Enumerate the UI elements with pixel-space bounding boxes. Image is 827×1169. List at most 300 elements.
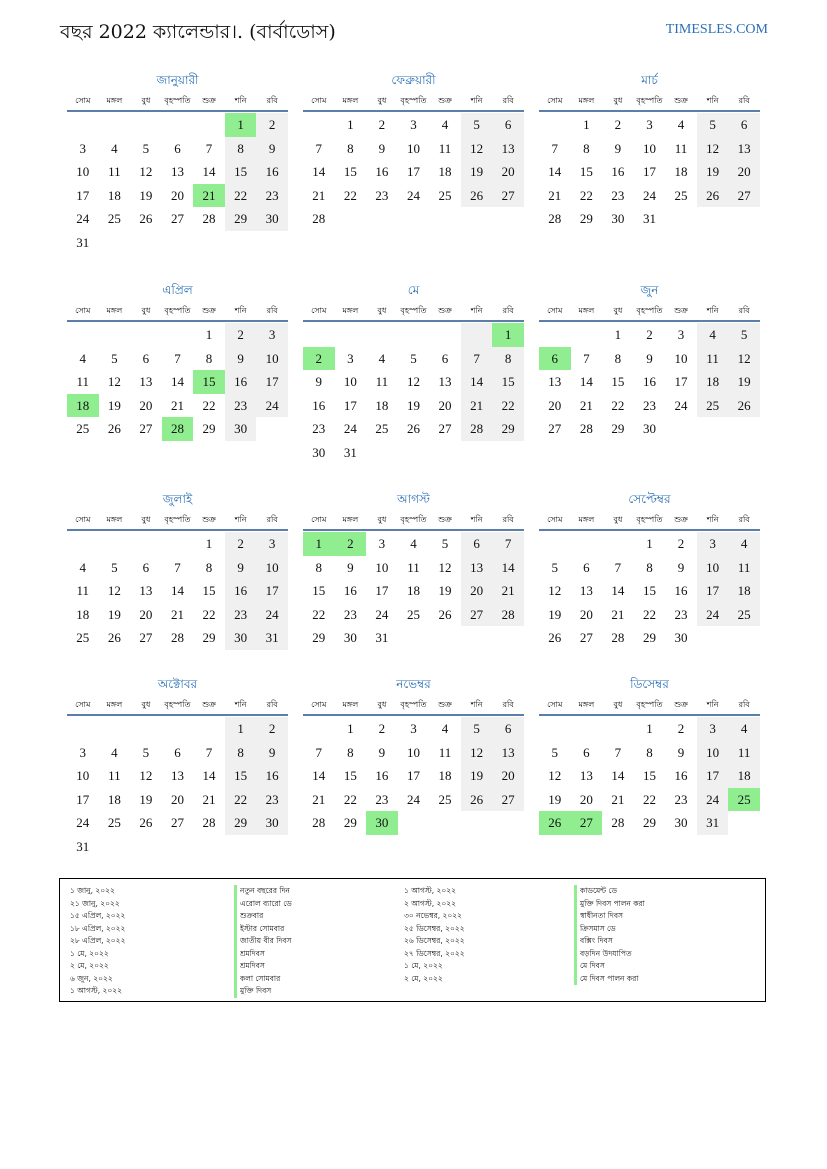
day-cell[interactable]: 16 [225,579,257,603]
day-cell[interactable]: 5 [697,113,729,137]
day-cell[interactable]: 23 [674,791,688,807]
day-cell[interactable]: 12 [548,583,562,598]
day-cell[interactable]: 27 [548,421,562,436]
day-cell[interactable]: 1 [347,117,354,132]
day-cell[interactable]: 18 [67,394,99,418]
day-cell[interactable]: 18 [674,164,688,179]
day-cell[interactable]: 16 [375,164,389,179]
day-cell[interactable]: 18 [697,370,729,394]
day-cell[interactable]: 15 [193,370,225,394]
day-cell[interactable]: 4 [441,721,449,736]
day-cell[interactable]: 2 [378,721,386,736]
day-cell[interactable]: 23 [642,397,656,413]
day-cell[interactable]: 31 [642,211,656,226]
day-cell[interactable]: 6 [583,559,590,575]
day-cell[interactable]: 23 [375,791,389,807]
day-cell[interactable]: 22 [312,606,326,622]
day-cell[interactable]: 31 [697,811,729,835]
day-cell[interactable]: 20 [579,791,593,807]
day-cell[interactable]: 18 [107,187,121,203]
day-cell[interactable]: 24 [76,815,90,830]
day-cell[interactable]: 17 [697,764,729,788]
day-cell[interactable]: 28 [202,211,216,226]
day-cell[interactable]: 29 [611,421,625,436]
day-cell[interactable]: 6 [174,140,181,156]
day-cell[interactable]: 8 [225,137,257,161]
day-cell[interactable]: 29 [225,207,257,231]
day-cell[interactable]: 12 [697,137,729,161]
day-cell[interactable]: 22 [202,606,216,622]
day-cell[interactable]: 1 [303,532,335,556]
day-cell[interactable]: 8 [492,347,524,371]
day-cell[interactable]: 26 [539,811,571,835]
day-cell[interactable]: 1 [614,327,622,342]
day-cell[interactable]: 8 [315,559,323,575]
day-cell[interactable]: 29 [312,630,326,645]
day-cell[interactable]: 18 [728,579,760,603]
day-cell[interactable]: 16 [225,370,257,394]
day-cell[interactable]: 27 [579,630,593,645]
day-cell[interactable]: 22 [343,791,357,807]
day-cell[interactable]: 19 [438,583,452,598]
day-cell[interactable]: 3 [378,536,386,551]
day-cell[interactable]: 27 [139,630,153,645]
day-cell[interactable]: 4 [79,350,87,366]
day-cell[interactable]: 19 [139,791,153,807]
day-cell[interactable]: 23 [312,421,326,436]
day-cell[interactable]: 17 [375,583,389,598]
day-cell[interactable]: 24 [343,421,357,436]
day-cell[interactable]: 8 [614,350,622,366]
day-cell[interactable]: 31 [76,838,90,854]
day-cell[interactable]: 16 [611,164,625,179]
day-cell[interactable]: 18 [76,606,90,622]
day-cell[interactable]: 19 [107,397,121,413]
day-cell[interactable]: 7 [315,140,323,156]
day-cell[interactable]: 26 [139,211,153,226]
day-cell[interactable]: 20 [438,397,452,413]
day-cell[interactable]: 18 [107,791,121,807]
day-cell[interactable]: 9 [225,347,257,371]
day-cell[interactable]: 30 [225,417,257,441]
day-cell[interactable]: 12 [461,137,493,161]
day-cell[interactable]: 4 [111,140,118,156]
day-cell[interactable]: 15 [642,768,656,783]
day-cell[interactable]: 31 [343,444,357,460]
day-cell[interactable]: 30 [642,421,656,436]
day-cell[interactable]: 23 [343,606,357,622]
day-cell[interactable]: 29 [492,417,524,441]
day-cell[interactable]: 10 [256,347,288,371]
day-cell[interactable]: 7 [583,350,590,366]
day-cell[interactable]: 29 [202,630,216,645]
day-cell[interactable]: 14 [202,164,216,179]
day-cell[interactable]: 11 [407,559,420,575]
day-cell[interactable]: 1 [583,117,590,132]
day-cell[interactable]: 30 [256,811,288,835]
day-cell[interactable]: 21 [461,394,493,418]
day-cell[interactable]: 19 [461,764,493,788]
day-cell[interactable]: 25 [697,394,729,418]
day-cell[interactable]: 7 [315,744,323,760]
day-cell[interactable]: 10 [406,744,420,760]
day-cell[interactable]: 20 [548,397,562,413]
day-cell[interactable]: 23 [611,187,625,203]
day-cell[interactable]: 6 [492,717,524,741]
day-cell[interactable]: 14 [202,768,216,783]
day-cell[interactable]: 13 [139,583,153,598]
day-cell[interactable]: 13 [492,741,524,765]
day-cell[interactable]: 5 [728,323,760,347]
day-cell[interactable]: 18 [438,768,452,783]
day-cell[interactable]: 13 [139,374,153,389]
day-cell[interactable]: 14 [579,374,593,389]
day-cell[interactable]: 28 [548,211,562,226]
day-cell[interactable]: 2 [378,117,386,132]
day-cell[interactable]: 11 [438,140,452,156]
day-cell[interactable]: 24 [642,187,656,203]
day-cell[interactable]: 22 [492,394,524,418]
day-cell[interactable]: 9 [256,137,288,161]
day-cell[interactable]: 7 [492,532,524,556]
day-cell[interactable]: 15 [202,583,216,598]
day-cell[interactable]: 24 [697,603,729,627]
day-cell[interactable]: 30 [343,630,357,645]
day-cell[interactable]: 9 [677,559,685,575]
day-cell[interactable]: 20 [492,764,524,788]
day-cell[interactable]: 21 [611,791,625,807]
day-cell[interactable]: 9 [378,140,386,156]
day-cell[interactable]: 21 [170,397,184,413]
day-cell[interactable]: 12 [139,164,153,179]
day-cell[interactable]: 26 [139,815,153,830]
day-cell[interactable]: 24 [674,397,688,413]
day-cell[interactable]: 30 [674,630,688,645]
day-cell[interactable]: 21 [312,791,326,807]
day-cell[interactable]: 15 [492,370,524,394]
day-cell[interactable]: 29 [225,811,257,835]
day-cell[interactable]: 13 [579,768,593,783]
day-cell[interactable]: 11 [728,741,760,765]
day-cell[interactable]: 3 [410,721,417,736]
day-cell[interactable]: 24 [256,603,288,627]
day-cell[interactable]: 4 [728,717,760,741]
day-cell[interactable]: 17 [76,187,90,203]
day-cell[interactable]: 6 [441,350,449,366]
day-cell[interactable]: 22 [642,791,656,807]
day-cell[interactable]: 2 [256,717,288,741]
day-cell[interactable]: 8 [347,140,354,156]
day-cell[interactable]: 7 [205,744,213,760]
day-cell[interactable]: 17 [406,768,420,783]
day-cell[interactable]: 25 [728,603,760,627]
day-cell[interactable]: 4 [410,536,417,551]
day-cell[interactable]: 29 [579,211,593,226]
day-cell[interactable]: 20 [579,606,593,622]
day-cell[interactable]: 23 [225,603,257,627]
day-cell[interactable]: 3 [410,117,417,132]
day-cell[interactable]: 18 [728,764,760,788]
day-cell[interactable]: 27 [139,421,153,436]
day-cell[interactable]: 17 [256,370,288,394]
day-cell[interactable]: 19 [461,160,493,184]
day-cell[interactable]: 9 [315,374,323,389]
day-cell[interactable]: 1 [646,721,653,736]
day-cell[interactable]: 30 [366,811,398,835]
day-cell[interactable]: 23 [225,394,257,418]
day-cell[interactable]: 15 [579,164,593,179]
day-cell[interactable]: 19 [728,370,760,394]
day-cell[interactable]: 4 [697,323,729,347]
day-cell[interactable]: 25 [107,815,121,830]
day-cell[interactable]: 13 [438,374,452,389]
day-cell[interactable]: 21 [492,579,524,603]
day-cell[interactable]: 21 [611,606,625,622]
day-cell[interactable]: 28 [611,815,625,830]
day-cell[interactable]: 31 [256,626,288,650]
day-cell[interactable]: 22 [225,184,257,208]
day-cell[interactable]: 15 [343,768,357,783]
day-cell[interactable]: 28 [312,211,326,226]
day-cell[interactable]: 15 [611,374,625,389]
day-cell[interactable]: 28 [202,815,216,830]
day-cell[interactable]: 10 [642,140,656,156]
day-cell[interactable]: 19 [697,160,729,184]
day-cell[interactable]: 28 [162,417,194,441]
day-cell[interactable]: 20 [728,160,760,184]
day-cell[interactable]: 17 [697,579,729,603]
day-cell[interactable]: 16 [375,768,389,783]
day-cell[interactable]: 10 [343,374,357,389]
day-cell[interactable]: 30 [312,444,326,460]
day-cell[interactable]: 7 [551,140,559,156]
day-cell[interactable]: 23 [256,184,288,208]
day-cell[interactable]: 3 [677,327,685,342]
day-cell[interactable]: 6 [142,350,150,366]
day-cell[interactable]: 25 [406,606,420,622]
day-cell[interactable]: 17 [674,374,688,389]
day-cell[interactable]: 26 [438,606,452,622]
day-cell[interactable]: 16 [674,583,688,598]
day-cell[interactable]: 23 [256,788,288,812]
day-cell[interactable]: 3 [79,140,87,156]
day-cell[interactable]: 5 [111,350,118,366]
day-cell[interactable]: 21 [202,791,216,807]
day-cell[interactable]: 25 [674,187,688,203]
day-cell[interactable]: 17 [256,579,288,603]
day-cell[interactable]: 20 [139,397,153,413]
day-cell[interactable]: 9 [614,140,622,156]
day-cell[interactable]: 9 [225,556,257,580]
day-cell[interactable]: 8 [646,744,653,760]
day-cell[interactable]: 29 [642,815,656,830]
day-cell[interactable]: 8 [205,559,213,575]
day-cell[interactable]: 13 [579,583,593,598]
day-cell[interactable]: 29 [202,421,216,436]
day-cell[interactable]: 11 [728,556,760,580]
day-cell[interactable]: 21 [579,397,593,413]
day-cell[interactable]: 27 [438,421,452,436]
day-cell[interactable]: 22 [611,397,625,413]
day-cell[interactable]: 5 [461,717,493,741]
day-cell[interactable]: 10 [375,559,389,575]
day-cell[interactable]: 19 [107,606,121,622]
day-cell[interactable]: 17 [642,164,656,179]
day-cell[interactable]: 2 [677,721,685,736]
day-cell[interactable]: 9 [677,744,685,760]
day-cell[interactable]: 26 [697,184,729,208]
day-cell[interactable]: 18 [438,164,452,179]
day-cell[interactable]: 30 [611,211,625,226]
day-cell[interactable]: 16 [256,764,288,788]
day-cell[interactable]: 16 [312,397,326,413]
day-cell[interactable]: 22 [642,606,656,622]
day-cell[interactable]: 25 [76,421,90,436]
day-cell[interactable]: 19 [406,397,420,413]
day-cell[interactable]: 31 [76,234,90,250]
day-cell[interactable]: 3 [697,717,729,741]
day-cell[interactable]: 4 [378,350,386,366]
day-cell[interactable]: 26 [406,421,420,436]
day-cell[interactable]: 3 [697,532,729,556]
day-cell[interactable]: 27 [492,788,524,812]
day-cell[interactable]: 24 [406,187,420,203]
day-cell[interactable]: 13 [170,164,184,179]
day-cell[interactable]: 16 [642,374,656,389]
day-cell[interactable]: 21 [312,187,326,203]
day-cell[interactable]: 12 [548,768,562,783]
day-cell[interactable]: 12 [107,583,121,598]
day-cell[interactable]: 23 [375,187,389,203]
day-cell[interactable]: 9 [378,744,386,760]
day-cell[interactable]: 11 [108,768,121,783]
day-cell[interactable]: 3 [256,532,288,556]
day-cell[interactable]: 15 [225,764,257,788]
day-cell[interactable]: 24 [375,606,389,622]
day-cell[interactable]: 29 [642,630,656,645]
day-cell[interactable]: 7 [205,140,213,156]
day-cell[interactable]: 14 [312,164,326,179]
day-cell[interactable]: 13 [461,556,493,580]
day-cell[interactable]: 6 [461,532,493,556]
day-cell[interactable]: 8 [646,559,653,575]
day-cell[interactable]: 29 [343,815,357,830]
day-cell[interactable]: 4 [111,744,118,760]
day-cell[interactable]: 7 [174,350,181,366]
day-cell[interactable]: 26 [461,788,493,812]
day-cell[interactable]: 20 [139,606,153,622]
day-cell[interactable]: 3 [347,350,354,366]
day-cell[interactable]: 1 [646,536,653,551]
day-cell[interactable]: 22 [579,187,593,203]
day-cell[interactable]: 5 [461,113,493,137]
day-cell[interactable]: 11 [375,374,389,389]
day-cell[interactable]: 30 [256,207,288,231]
day-cell[interactable]: 1 [225,717,257,741]
day-cell[interactable]: 26 [728,394,760,418]
day-cell[interactable]: 2 [614,117,622,132]
day-cell[interactable]: 14 [461,370,493,394]
day-cell[interactable]: 11 [76,374,90,389]
day-cell[interactable]: 12 [139,768,153,783]
day-cell[interactable]: 20 [492,160,524,184]
day-cell[interactable]: 12 [728,347,760,371]
day-cell[interactable]: 6 [583,744,590,760]
day-cell[interactable]: 25 [76,630,90,645]
day-cell[interactable]: 21 [170,606,184,622]
day-cell[interactable]: 14 [611,768,625,783]
day-cell[interactable]: 16 [256,160,288,184]
day-cell[interactable]: 15 [312,583,326,598]
day-cell[interactable]: 5 [142,744,150,760]
day-cell[interactable]: 2 [225,532,257,556]
day-cell[interactable]: 28 [461,417,493,441]
day-cell[interactable]: 5 [551,559,559,575]
day-cell[interactable]: 4 [677,117,685,132]
day-cell[interactable]: 8 [225,741,257,765]
site-link[interactable]: TIMESLES.COM [665,22,768,37]
day-cell[interactable]: 2 [256,113,288,137]
day-cell[interactable]: 28 [492,603,524,627]
day-cell[interactable]: 13 [548,374,562,389]
day-cell[interactable]: 21 [548,187,562,203]
day-cell[interactable]: 6 [142,559,150,575]
day-cell[interactable]: 24 [697,788,729,812]
day-cell[interactable]: 15 [225,160,257,184]
day-cell[interactable]: 17 [343,397,357,413]
day-cell[interactable]: 24 [256,394,288,418]
day-cell[interactable]: 5 [142,140,150,156]
day-cell[interactable]: 3 [79,744,87,760]
day-cell[interactable]: 10 [76,768,90,783]
day-cell[interactable]: 24 [406,791,420,807]
day-cell[interactable]: 17 [76,791,90,807]
day-cell[interactable]: 8 [583,140,590,156]
day-cell[interactable]: 13 [492,137,524,161]
day-cell[interactable]: 16 [674,768,688,783]
day-cell[interactable]: 11 [697,347,729,371]
day-cell[interactable]: 28 [611,630,625,645]
day-cell[interactable]: 28 [312,815,326,830]
day-cell[interactable]: 6 [728,113,760,137]
day-cell[interactable]: 26 [461,184,493,208]
day-cell[interactable]: 1 [347,721,354,736]
day-cell[interactable]: 27 [170,211,184,226]
day-cell[interactable]: 22 [202,397,216,413]
day-cell[interactable]: 8 [205,350,213,366]
day-cell[interactable]: 25 [438,187,452,203]
day-cell[interactable]: 2 [225,323,257,347]
day-cell[interactable]: 5 [441,536,449,551]
day-cell[interactable]: 11 [674,140,688,156]
day-cell[interactable]: 13 [170,768,184,783]
day-cell[interactable]: 9 [256,741,288,765]
day-cell[interactable]: 18 [375,397,389,413]
day-cell[interactable]: 15 [343,164,357,179]
day-cell[interactable]: 2 [646,327,653,342]
day-cell[interactable]: 11 [108,164,121,179]
day-cell[interactable]: 25 [438,791,452,807]
day-cell[interactable]: 9 [646,350,653,366]
day-cell[interactable]: 22 [225,788,257,812]
day-cell[interactable]: 12 [438,559,452,575]
day-cell[interactable]: 3 [256,323,288,347]
day-cell[interactable]: 26 [548,630,562,645]
day-cell[interactable]: 13 [728,137,760,161]
day-cell[interactable]: 14 [611,583,625,598]
day-cell[interactable]: 2 [335,532,367,556]
day-cell[interactable]: 1 [492,323,524,347]
